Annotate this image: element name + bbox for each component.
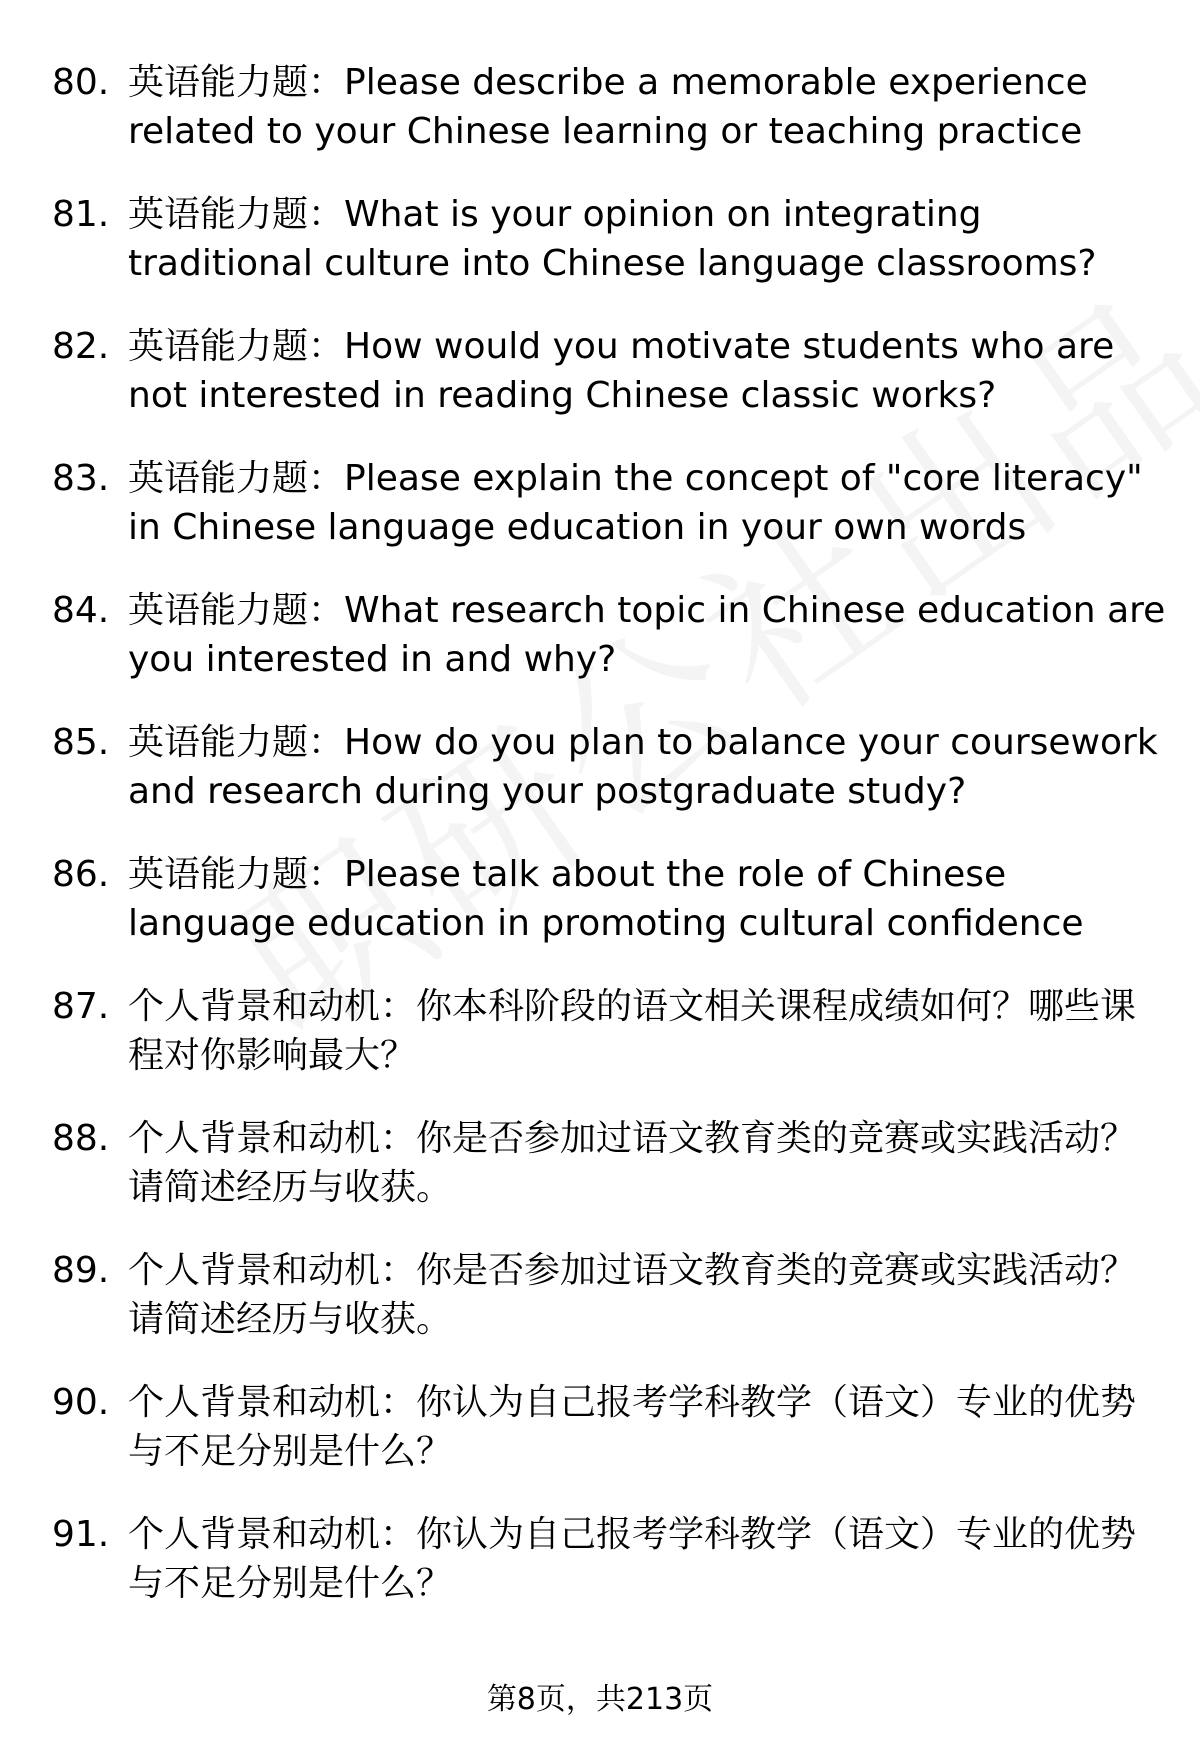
- question-number: 83.: [52, 458, 110, 499]
- question-category: 个人背景和动机：: [128, 1118, 417, 1159]
- question-content: [128, 322, 1167, 420]
- question-number: 81.: [52, 194, 110, 235]
- question-text: How would you motivate students who are not interested in reading Chinese classic works?: [128, 326, 1115, 416]
- question-item: [52, 1510, 1167, 1608]
- question-content: [128, 718, 1167, 816]
- question-content: [128, 982, 1167, 1080]
- question-item: [52, 454, 1167, 552]
- question-text: Please explain the concept of "core literacy" in Chinese language education in your own words: [128, 458, 1143, 548]
- question-number: 85.: [52, 722, 110, 763]
- question-number: 88.: [52, 1118, 110, 1159]
- question-number: 90.: [52, 1382, 110, 1423]
- question-content: [128, 586, 1167, 684]
- question-content: [128, 1114, 1167, 1212]
- question-category: 个人背景和动机：: [128, 986, 417, 1027]
- question-text: What is your opinion on integrating traditional culture into Chinese language classrooms?: [128, 194, 1097, 284]
- question-item: [52, 1378, 1167, 1476]
- question-list: [52, 58, 1167, 1642]
- question-content: [128, 1510, 1167, 1608]
- question-category: 英语能力题：: [128, 722, 345, 763]
- question-category: 个人背景和动机：: [128, 1382, 417, 1423]
- question-number: 91.: [52, 1514, 110, 1555]
- question-text: Please describe a memorable experience related to your Chinese learning or teaching practice: [128, 62, 1088, 152]
- question-number: 86.: [52, 854, 110, 895]
- question-number: 89.: [52, 1250, 110, 1291]
- question-content: [128, 454, 1167, 552]
- question-category: 个人背景和动机：: [128, 1514, 417, 1555]
- question-content: [128, 58, 1167, 156]
- question-number: 80.: [52, 62, 110, 103]
- question-number: 87.: [52, 986, 110, 1027]
- question-text: 你是否参加过语文教育类的竞赛或实践活动？请简述经历与收获。: [128, 1250, 1137, 1340]
- question-text: 你是否参加过语文教育类的竞赛或实践活动？请简述经历与收获。: [128, 1118, 1137, 1208]
- question-text: What research topic in Chinese education are you interested in and why?: [128, 590, 1166, 680]
- question-content: [128, 190, 1167, 288]
- question-category: 英语能力题：: [128, 458, 345, 499]
- question-content: [128, 850, 1167, 948]
- question-item: [52, 1246, 1167, 1344]
- question-item: [52, 982, 1167, 1080]
- question-item: [52, 586, 1167, 684]
- question-category: 英语能力题：: [128, 590, 345, 631]
- question-text: Please talk about the role of Chinese language education in promoting cultural confidence: [128, 854, 1084, 944]
- question-number: 82.: [52, 326, 110, 367]
- question-text: 你认为自己报考学科教学（语文）专业的优势与不足分别是什么？: [128, 1382, 1137, 1472]
- question-item: [52, 1114, 1167, 1212]
- question-number: 84.: [52, 590, 110, 631]
- question-category: 英语能力题：: [128, 854, 345, 895]
- question-category: 英语能力题：: [128, 194, 345, 235]
- question-category: 个人背景和动机：: [128, 1250, 417, 1291]
- question-item: [52, 850, 1167, 948]
- question-text: 你本科阶段的语文相关课程成绩如何？哪些课程对你影响最大？: [128, 986, 1137, 1076]
- question-text: 你认为自己报考学科教学（语文）专业的优势与不足分别是什么？: [128, 1514, 1137, 1604]
- question-text: How do you plan to balance your coursework and research during your postgraduate study?: [128, 722, 1158, 812]
- question-item: [52, 322, 1167, 420]
- question-item: [52, 190, 1167, 288]
- page-number-label: 第8页，共213页: [486, 1682, 714, 1717]
- question-category: 英语能力题：: [128, 62, 345, 103]
- question-content: [128, 1378, 1167, 1476]
- question-content: [128, 1246, 1167, 1344]
- question-category: 英语能力题：: [128, 326, 345, 367]
- question-item: [52, 58, 1167, 156]
- page-footer: [0, 1680, 1200, 1720]
- question-item: [52, 718, 1167, 816]
